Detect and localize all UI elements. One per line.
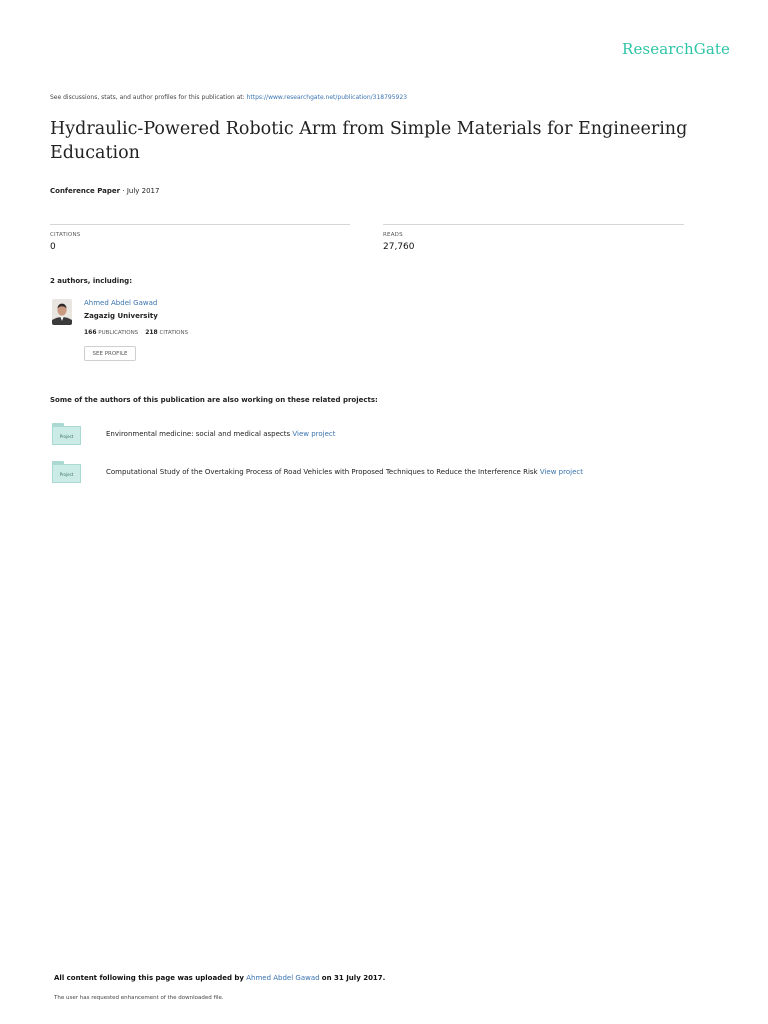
upload-notice: [54, 974, 385, 982]
publication-type: Conference Paper: [50, 187, 121, 195]
project-item: [106, 468, 583, 476]
project-item: [106, 430, 336, 438]
source-line: [50, 94, 407, 101]
see-profile-button[interactable]: SEE PROFILE: [84, 346, 136, 361]
citations-value: 0: [50, 242, 56, 252]
author-institution: Zagazig University: [84, 312, 158, 320]
publication-title: Hydraulic-Powered Robotic Arm from Simple Materials for Engineering Education: [50, 119, 688, 163]
related-projects-heading: Some of the authors of this publication are also working on these related projects:: [50, 396, 378, 404]
avatar-photo-icon: [52, 299, 72, 325]
upload-suffix: on 31 July 2017.: [321, 974, 386, 982]
author-publications-label: PUBLICATIONS: [98, 330, 139, 336]
project-title: Environmental medicine: social and medical aspects: [106, 430, 291, 438]
uploader-link[interactable]: Ahmed Abdel Gawad: [246, 974, 320, 982]
view-project-link[interactable]: View project: [292, 430, 336, 438]
author-citations-label: CITATIONS: [159, 330, 189, 336]
project-folder-icon: [52, 423, 81, 445]
project-folder-icon: [52, 461, 81, 483]
author-citations-count: 218: [145, 329, 158, 336]
publication-date: July 2017: [126, 187, 160, 195]
project-icon-label: Project: [52, 426, 81, 445]
author-avatar[interactable]: [52, 299, 72, 325]
reads-value: 27,760: [383, 242, 415, 252]
reads-label: READS: [383, 232, 403, 238]
upload-prefix: All content following this page was uploaded by: [54, 974, 244, 982]
author-stats: [84, 329, 188, 336]
meta-separator: ·: [122, 187, 125, 195]
publication-url-link[interactable]: https://www.researchgate.net/publication/318795923: [246, 94, 408, 101]
authors-heading: 2 authors, including:: [50, 277, 132, 285]
researchgate-logo[interactable]: ResearchGate: [622, 40, 730, 58]
enhancement-note: The user has requested enhancement of the downloaded file.: [54, 995, 224, 1001]
author-publications-count: 166: [84, 329, 97, 336]
project-title: Computational Study of the Overtaking Process of Road Vehicles with Proposed Techniques to Reduce the Interference Risk: [106, 468, 538, 476]
citations-divider: [50, 224, 350, 225]
view-project-link[interactable]: View project: [539, 468, 583, 476]
publication-meta: [50, 187, 159, 195]
author-name-link[interactable]: Ahmed Abdel Gawad: [84, 299, 158, 307]
reads-divider: [383, 224, 684, 225]
project-icon-label: Project: [52, 464, 81, 483]
citations-label: CITATIONS: [50, 232, 81, 238]
source-prefix: See discussions, stats, and author profiles for this publication at:: [50, 94, 245, 101]
